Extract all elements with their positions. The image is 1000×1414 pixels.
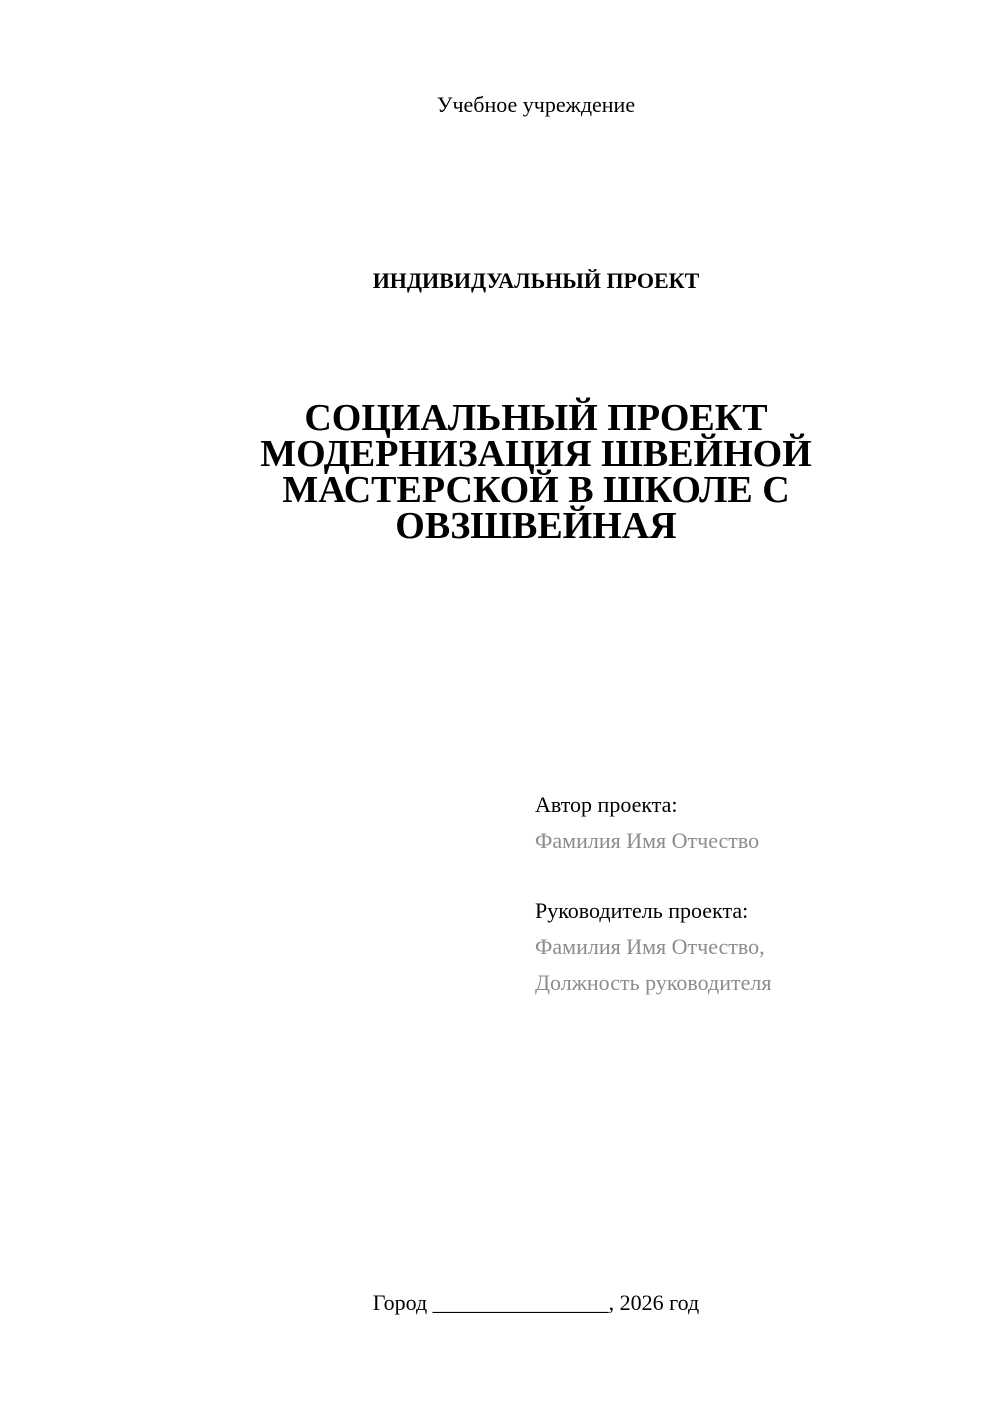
author-label: Автор проекта: <box>535 792 678 817</box>
project-title-line: МОДЕРНИЗАЦИЯ ШВЕЙНОЙ <box>260 433 812 475</box>
project-title-line: МАСТЕРСКОЙ В ШКОЛЕ С <box>282 469 790 511</box>
institution-name: Учебное учреждение <box>436 92 636 117</box>
project-credits <box>535 787 771 1001</box>
supervisor-position-placeholder: Должность руководителя <box>535 970 772 995</box>
spacer <box>535 859 771 893</box>
supervisor-label: Руководитель проекта: <box>535 898 749 923</box>
project-title-line: СОЦИАЛЬНЫЙ ПРОЕКТ <box>304 397 768 439</box>
project-type-heading: ИНДИВИДУАЛЬНЫЙ ПРОЕКТ <box>372 268 700 293</box>
author-name-placeholder: Фамилия Имя Отчество <box>535 828 760 853</box>
project-title-line: ОВЗШВЕЙНАЯ <box>395 505 677 547</box>
project-title <box>200 397 872 547</box>
city-year-footer: Город ________________, 2026 год <box>372 1290 700 1315</box>
supervisor-name-placeholder: Фамилия Имя Отчество, <box>535 934 765 959</box>
